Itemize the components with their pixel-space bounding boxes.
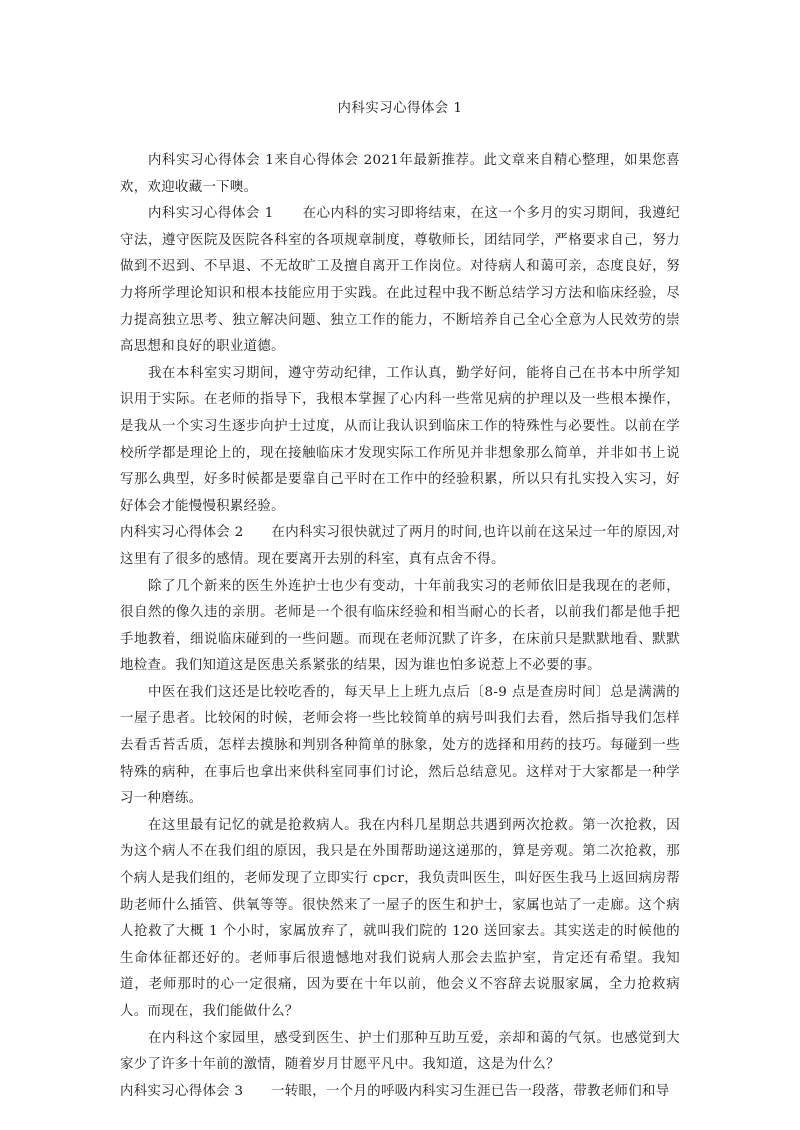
paragraph-section-2 <box>120 520 680 573</box>
paragraph-intro <box>120 148 680 201</box>
paragraph-text: 在内科实习很快就过了两月的时间,也许以前在这呆过一年的原因,对这里有了很多的感情。现在要离开去别的科室，真有点舍不得。 <box>120 525 680 567</box>
paragraph-text: 在内科这个家园里，感受到医生、护士们那种互助互爱，亲却和蔼的气氛。也感觉到大家少了许多十年前的激情，随着岁月甘愿平凡中。我知道，这是为什么？ <box>120 1030 680 1073</box>
paragraph <box>120 574 680 680</box>
paragraph-section-3 <box>120 1079 680 1106</box>
paragraph-text: 在这里最有记忆的就是抢救病人。我在内科几星期总共遇到两次抢救。第一次抢救，因为这个病人不在我们组的原因，我只是在外围帮助递这递那的，算是旁观。第二次抢救，那个病人是我们组的，老师发现了立即实行 cpcr，我负责叫医生，叫好医生我马上返回病房帮助老师什么插管、供氧等等。很快然来了一屋子的医生和护士，家属也站了一走廊。这个病人抢救了大概 1 个小时，家属放弃了，就叫我们院的 120 送回家去。其实送走的时候他的生命体征都还好的。老师事后很遗憾地对我们说病人那会去监护室，肯定还有希望。我知道，老师那时的心一定很痛，因为要在十年以前，他会义不容辞去说服家属，全力抢救病人。而现在，我们能做什么？ <box>120 817 680 1019</box>
paragraph-text: 内科实习心得体会 1来自心得体会 2021年最新推荐。此文章来自精心整理，如果您喜欢，欢迎收藏一下噢。 <box>120 153 680 195</box>
paragraph-text: 除了几个新来的医生外连护士也少有变动，十年前我实习的老师依旧是我现在的老师，很自然的像久违的亲朋。老师是一个很有临床经验和相当耐心的长者，以前我们都是他手把手地教着，细说临床碰到的一些问题。而现在老师沉默了许多，在床前只是默默地看、默默地检查。我们知道这是医患关系紧张的结果，因为谁也怕多说惹上不必要的事。 <box>120 578 680 674</box>
paragraph <box>120 1026 680 1079</box>
section-heading: 内科实习心得体会 3 <box>120 1083 244 1099</box>
document-body <box>120 148 680 1105</box>
paragraph-text: 一转眼，一个月的呼吸内科实习生涯已告一段落，带教老师们和导 <box>271 1083 670 1099</box>
document-title: 内科实习心得体会 1 <box>337 101 463 116</box>
paragraph-text: 中医在我们这还是比较吃香的，每天早上上班九点后〔8-9 点是查房时间〕总是满满的一屋子患者。比较闲的时候，老师会将一些比较简单的病号叫我们去看，然后指导我们怎样去看舌苔舌质，怎样去摸脉和判别各种简单的脉象，处方的选择和用药的技巧。每碰到一些特殊的病种，在事后也拿出来供科室同事们讨论，然后总结意见。这样对于大家都是一种学习一种磨练。 <box>120 684 680 807</box>
section-heading: 内科实习心得体会 2 <box>120 525 244 541</box>
section-heading: 内科实习心得体会 1 <box>148 206 274 222</box>
paragraph-text: 我在本科室实习期间，遵守劳动纪律，工作认真，勤学好问，能将自己在书本中所学知识用于实际。在老师的指导下，我根本掌握了心内科一些常见病的护理以及一些根本操作，是我从一个实习生逐步向护士过度，从而让我认识到临床工作的特殊性与必要性。以前在学校所学都是理论上的，现在接触临床才发现实际工作所见并非想象那么简单，并非如书上说写那么典型，好多时候都是要靠自己平时在工作中的经验积累，所以只有扎实投入实习，好好体会才能慢慢积累经验。 <box>120 365 680 514</box>
paragraph-section-1 <box>120 201 680 361</box>
paragraph <box>120 813 680 1026</box>
paragraph-text: 在心内科的实习即将结束，在这一个多月的实习期间，我遵纪守法，遵守医院及医院各科室的各项规章制度，尊敬师长，团结同学，严格要求自己，努力做到不迟到、不早退、不无故旷工及擅自离开工作岗位。对待病人和蔼可亲，态度良好，努力将所学理论知识和根本技能应用于实践。在此过程中我不断总结学习方法和临床经验，尽力提高独立思考、独立解决问题、独立工作的能力，不断培养自己全心全意为人民效劳的崇高思想和良好的职业道德。 <box>120 206 681 355</box>
paragraph <box>120 680 680 813</box>
paragraph <box>120 361 680 521</box>
